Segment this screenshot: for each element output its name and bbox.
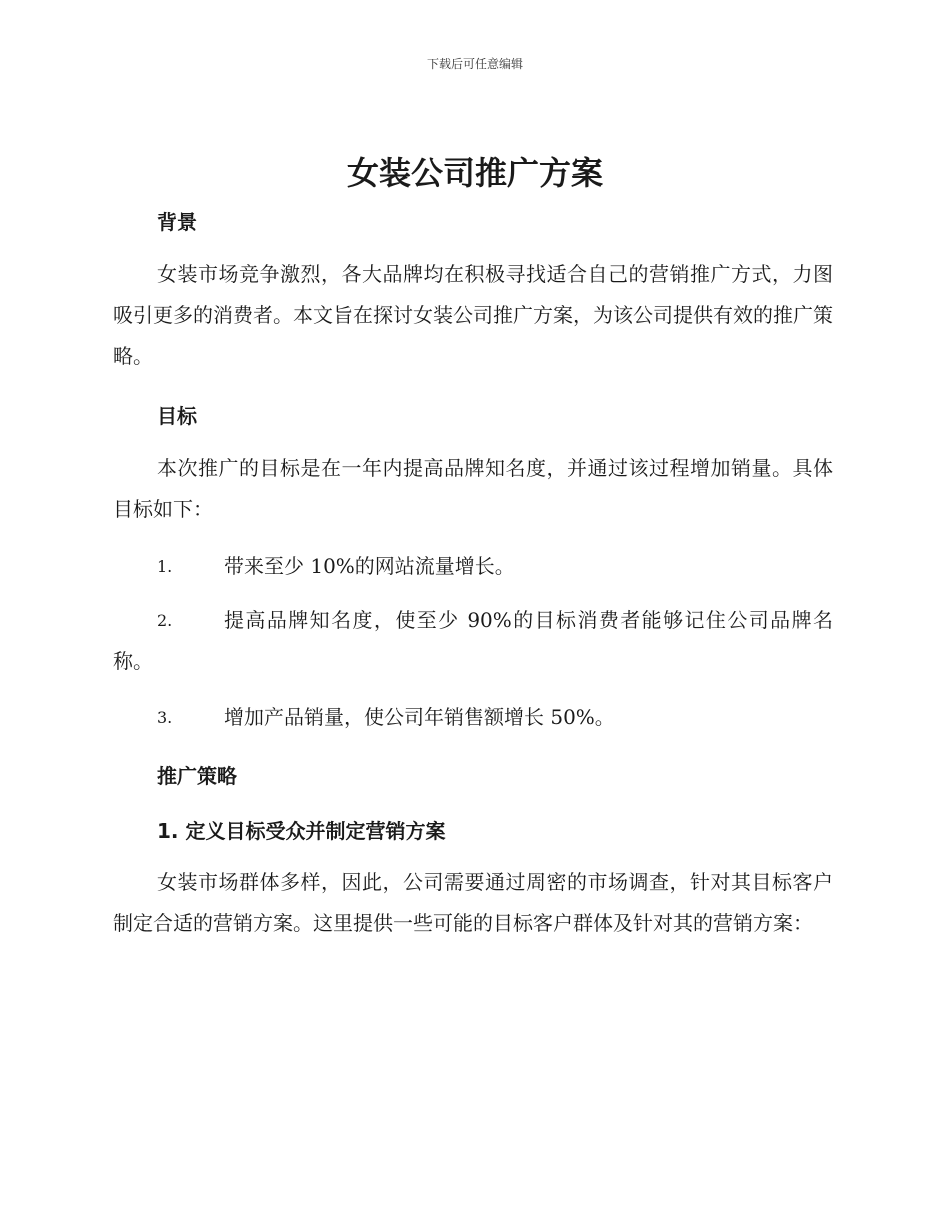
list-number: 3.	[157, 708, 173, 727]
list-text: 增加产品销量，使公司年销售额增长 50%。	[224, 705, 615, 729]
list-text: 带来至少 10%的网站流量增长。	[224, 554, 515, 578]
section-heading-background: 背景	[157, 210, 197, 234]
list-number: 1.	[157, 557, 173, 576]
goal-list-item-3	[113, 697, 833, 738]
paragraph-goal: 本次推广的目标是在一年内提高品牌知名度，并通过该过程增加销量。具体目标如下：	[113, 456, 833, 521]
section-heading-goal: 目标	[157, 404, 197, 428]
list-text: 提高品牌知名度，使至少 90%的目标消费者能够记住公司品牌名称。	[113, 608, 833, 673]
subheading-target-audience: 1. 定义目标受众并制定营销方案	[157, 819, 446, 843]
section-heading-strategy: 推广策略	[157, 764, 237, 788]
paragraph-background: 女装市场竞争激烈，各大品牌均在积极寻找适合自己的营销推广方式，力图吸引更多的消费者。本文旨在探讨女装公司推广方案，为该公司提供有效的推广策略。	[113, 262, 833, 368]
goal-list-item-2	[113, 600, 833, 682]
document-title: 女装公司推广方案	[346, 154, 603, 192]
header-note: 下载后可任意编辑	[426, 57, 523, 71]
list-number: 2.	[157, 611, 173, 630]
goal-list-item-1	[113, 546, 833, 587]
paragraph-strategy: 女装市场群体多样，因此，公司需要通过周密的市场调查，针对其目标客户制定合适的营销方案。这里提供一些可能的目标客户群体及针对其的营销方案：	[113, 870, 833, 935]
